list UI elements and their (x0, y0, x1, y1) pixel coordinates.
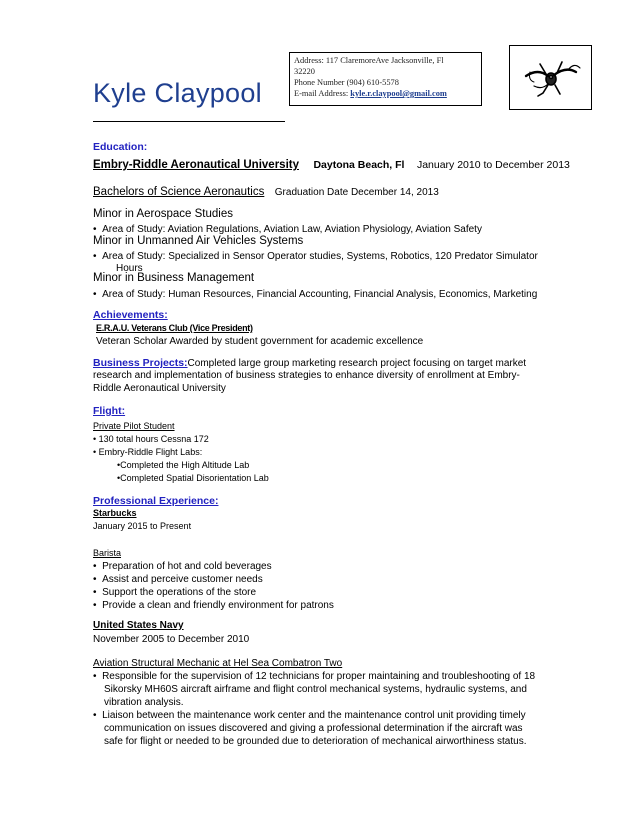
pilot-title: Private Pilot Student (93, 421, 175, 431)
bullet-icon: • (117, 473, 121, 483)
business-line2: research and implementation of business strategies to enhance diversity of enrollment at Embry- (93, 370, 520, 381)
bullet-icon: • (93, 561, 103, 572)
flight-item-labs: • Embry-Riddle Flight Labs: (93, 447, 203, 457)
school-name: Embry-Riddle Aeronautical University (93, 159, 299, 171)
education-heading: Education: (93, 141, 148, 153)
starbucks-dates: January 2015 to Present (93, 521, 192, 531)
flight-sub-spatial: •Completed Spatial Disorientation Lab (117, 473, 269, 483)
list-item: • Preparation of hot and cold beverages (93, 561, 272, 572)
flight-item-hours: • 130 total hours Cessna 172 (93, 434, 209, 444)
candidate-name: Kyle Claypool (93, 78, 262, 108)
flight-sub-altitude: •Completed the High Altitude Lab (117, 460, 250, 470)
graduation-date: Graduation Date December 14, 2013 (274, 187, 439, 198)
experience-heading: Professional Experience: (93, 495, 219, 507)
veteran-scholar: Veteran Scholar Awarded by student government for academic excellence (96, 336, 424, 347)
list-item: • Support the operations of the store (93, 587, 257, 598)
logo-box (509, 45, 592, 110)
role-mechanic: Aviation Structural Mechanic at Hel Sea Combatron Two (93, 658, 343, 669)
bullet-icon: • (93, 710, 103, 721)
minor-2-study-cont: Hours (116, 263, 143, 274)
navy-dates: November 2005 to December 2010 (93, 634, 250, 645)
business-projects-row (93, 357, 526, 369)
list-item: • Assist and perceive customer needs (93, 574, 263, 585)
education-school-row (93, 155, 570, 173)
aircraft-logo-icon (510, 46, 591, 109)
employer-starbucks: Starbucks (93, 508, 137, 518)
business-heading: Business Projects: (93, 357, 188, 369)
name-underline (93, 121, 285, 122)
minor-2-title: Minor in Unmanned Air Vehicles Systems (93, 235, 304, 247)
veterans-club: E.R.A.U. Veterans Club (Vice President) (96, 323, 253, 333)
school-location: Daytona Beach, Fl (313, 159, 405, 171)
address-line1: Address: 117 ClaremoreAve Jacksonville, Fl (294, 56, 444, 65)
bullet-icon: • (93, 600, 103, 611)
bullet-icon: • (93, 251, 103, 262)
list-item: • Responsible for the supervision of 12 technicians for proper maintaining and troubleshooting of 18 (93, 671, 536, 682)
flight-heading: Flight: (93, 405, 126, 417)
bullet-icon: • (93, 587, 103, 598)
list-item: • Liaison between the maintenance work center and the maintenance control unit providing timely (93, 710, 526, 721)
bullet-icon: • (93, 289, 103, 300)
degree-row (93, 182, 439, 200)
bullet-icon: • (93, 224, 103, 235)
contact-box (289, 52, 482, 106)
email-row (294, 88, 477, 99)
minor-1-title: Minor in Aerospace Studies (93, 208, 233, 220)
minor-3-study: • Area of Study: Human Resources, Financial Accounting, Financial Analysis, Economics, Marketing (93, 289, 538, 300)
bullet-icon: • (93, 434, 99, 444)
list-item-cont: Sikorsky MH60S aircraft airframe and flight control mechanical systems, hydraulic systems, and (104, 684, 527, 695)
list-item-cont: communication on issues discovered and giving a professional determination if the aircraft was (104, 723, 523, 734)
degree-name: Bachelors of Science Aeronautics (93, 186, 265, 198)
bullet-icon: • (93, 671, 103, 682)
list-item-cont: vibration analysis. (104, 697, 184, 708)
bullet-icon: • (93, 447, 99, 457)
minor-3-title: Minor in Business Management (93, 272, 255, 284)
school-dates: January 2010 to December 2013 (416, 159, 570, 171)
address-line2: 32220 (294, 67, 315, 76)
phone-number: Phone Number (904) 610-5578 (294, 78, 399, 87)
email-label: E-mail Address: (294, 89, 351, 98)
list-item: • Provide a clean and friendly environment for patrons (93, 600, 334, 611)
business-line3: Riddle Aeronautical University (93, 383, 226, 394)
bullet-icon: • (117, 460, 121, 470)
achievements-heading: Achievements: (93, 309, 168, 321)
employer-navy: United States Navy (93, 620, 184, 631)
email-link[interactable]: kyle.r.claypool@gmail.com (350, 89, 447, 98)
role-barista: Barista (93, 548, 122, 558)
bullet-icon: • (93, 574, 103, 585)
minor-1-study: • Area of Study: Aviation Regulations, Aviation Law, Aviation Physiology, Aviation Safety (93, 224, 482, 235)
minor-2-study: • Area of Study: Specialized in Sensor Operator studies, Systems, Robotics, 120 Predator Simulator (93, 251, 538, 262)
business-line1: Completed large group marketing research project focusing on target market (187, 358, 527, 369)
list-item-cont: safe for flight or needed to be grounded due to deterioration of mechanical airworthiness status. (104, 736, 527, 747)
